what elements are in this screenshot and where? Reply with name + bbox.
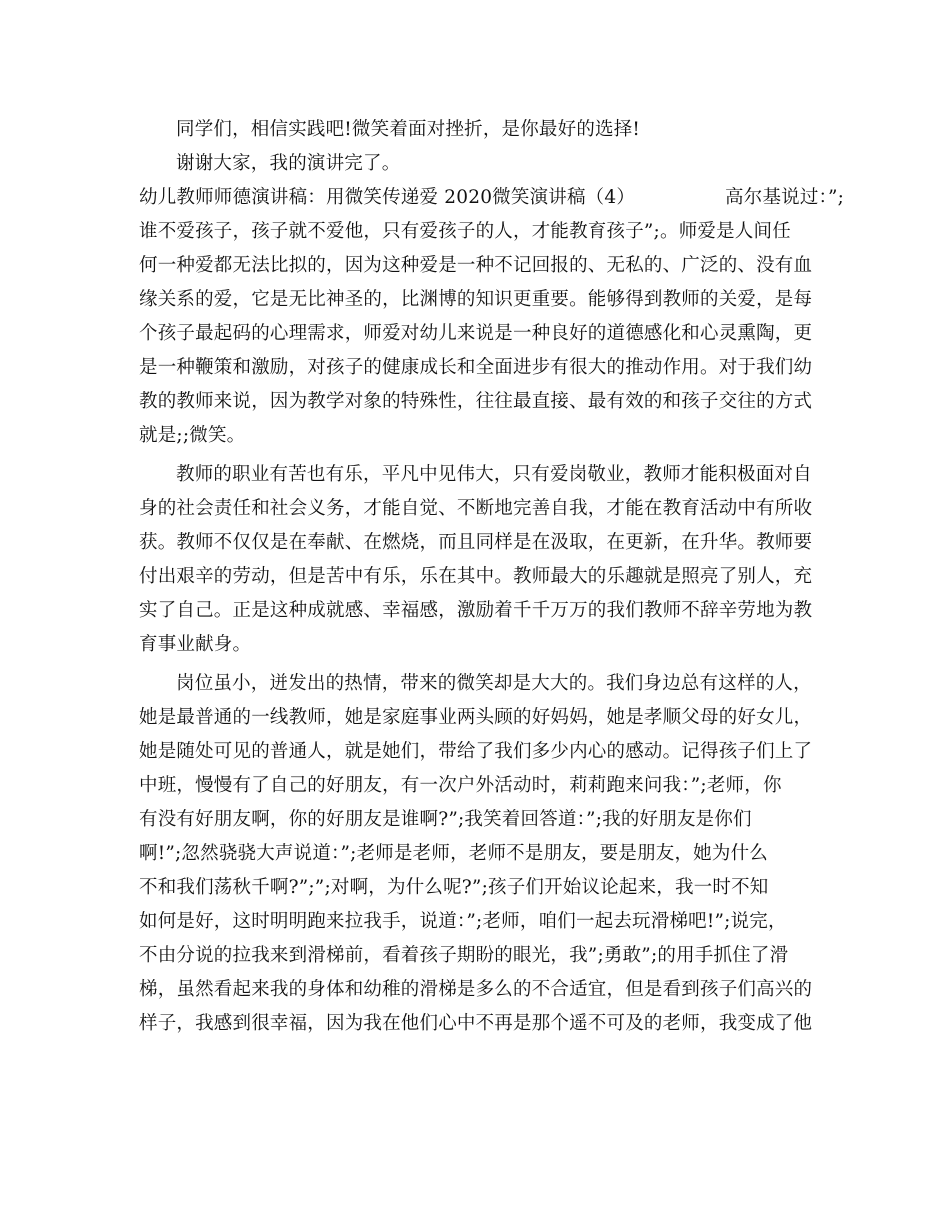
heading-line (139, 185, 844, 211)
paragraph-line: 育事业献身。 (139, 634, 252, 655)
paragraph-line: 身的社会责任和社会义务，才能自觉、不断地完善自我，才能在教育活动中有所收 (139, 498, 813, 519)
paragraph-line: 获。教师不仅仅是在奉献、在燃烧，而且同样是在汲取，在更新，在升华。教师要 (139, 532, 813, 553)
paragraph-line: 同学们，相信实践吧!微笑着面对挫折，是你最好的选择! (176, 119, 641, 140)
paragraph-line: 教的教师来说，因为教学对象的特殊性，往往最直接、最有效的和孩子交往的方式 (139, 391, 813, 412)
paragraph-line: 个孩子最起码的心理需求，师爱对幼儿来说是一种良好的道德感化和心灵熏陶，更 (139, 323, 813, 344)
paragraph-line: 岗位虽小，迸发出的热情，带来的微笑却是大大的。我们身边总有这样的人， (176, 673, 812, 694)
paragraph-line: 她是最普通的一线教师，她是家庭事业两头顾的好妈妈，她是孝顺父母的好女儿， (139, 707, 813, 728)
paragraph-line: 啊!”;忽然骁骁大声说道：”;老师是老师，老师不是朋友，要是朋友，她为什么 (139, 843, 768, 864)
paragraph-line: 教师的职业有苦也有乐，平凡中见伟大，只有爱岗敬业，教师才能积极面对自 (176, 464, 812, 485)
paragraph-line: 何一种爱都无法比拟的，因为这种爱是一种不记回报的、无私的、广泛的、没有血 (139, 255, 813, 276)
paragraph-line: 样子，我感到很幸福，因为我在他们心中不再是那个遥不可及的老师，我变成了他 (139, 1013, 813, 1034)
paragraph-line: 不和我们荡秋千啊?”;”;对啊，为什么呢?”;孩子们开始议论起来，我一时不知 (139, 877, 769, 898)
paragraph-line: 不由分说的拉我来到滑梯前，看着孩子期盼的眼光，我”;勇敢”;的用手抓住了滑 (139, 945, 789, 966)
paragraph-line: 如何是好，这时明明跑来拉我手，说道：”;老师，咱们一起去玩滑梯吧!”;说完， (139, 911, 787, 932)
paragraph-line: 梯，虽然看起来我的身体和幼稚的滑梯是多么的不合适宜，但是看到孩子们高兴的 (139, 979, 813, 1000)
paragraph-line: 就是;;微笑。 (139, 425, 246, 446)
paragraph-line: 实了自己。正是这种成就感、幸福感，激励着千千万万的我们教师不辞辛劳地为教 (139, 600, 813, 621)
paragraph-line: 谁不爱孩子，孩子就不爱他，只有爱孩子的人，才能教育孩子”;。师爱是人间任 (139, 221, 791, 242)
paragraph-line: 她是随处可见的普通人，就是她们，带给了我们多少内心的感动。记得孩子们上了 (139, 741, 813, 762)
paragraph-line: 缘关系的爱，它是无比神圣的，比渊博的知识更重要。能够得到教师的关爱，是每 (139, 289, 813, 310)
paragraph-line: 谢谢大家，我的演讲完了。 (176, 153, 401, 174)
paragraph-start: 高尔基说过：”; (725, 187, 845, 208)
paragraph-line: 付出艰辛的劳动，但是苦中有乐，乐在其中。教师最大的乐趣就是照亮了别人，充 (139, 566, 813, 587)
paragraph-line: 中班，慢慢有了自己的好朋友，有一次户外活动时，莉莉跑来问我：”;老师，你 (139, 775, 782, 796)
section-heading: 幼儿教师师德演讲稿：用微笑传递爱 2020微笑演讲稿（4） (139, 187, 636, 208)
paragraph-line: 有没有好朋友啊，你的好朋友是谁啊?”;我笑着回答道：”;我的好朋友是你们 (139, 809, 752, 830)
paragraph-line: 是一种鞭策和激励，对孩子的健康成长和全面进步有很大的推动作用。对于我们幼 (139, 357, 813, 378)
